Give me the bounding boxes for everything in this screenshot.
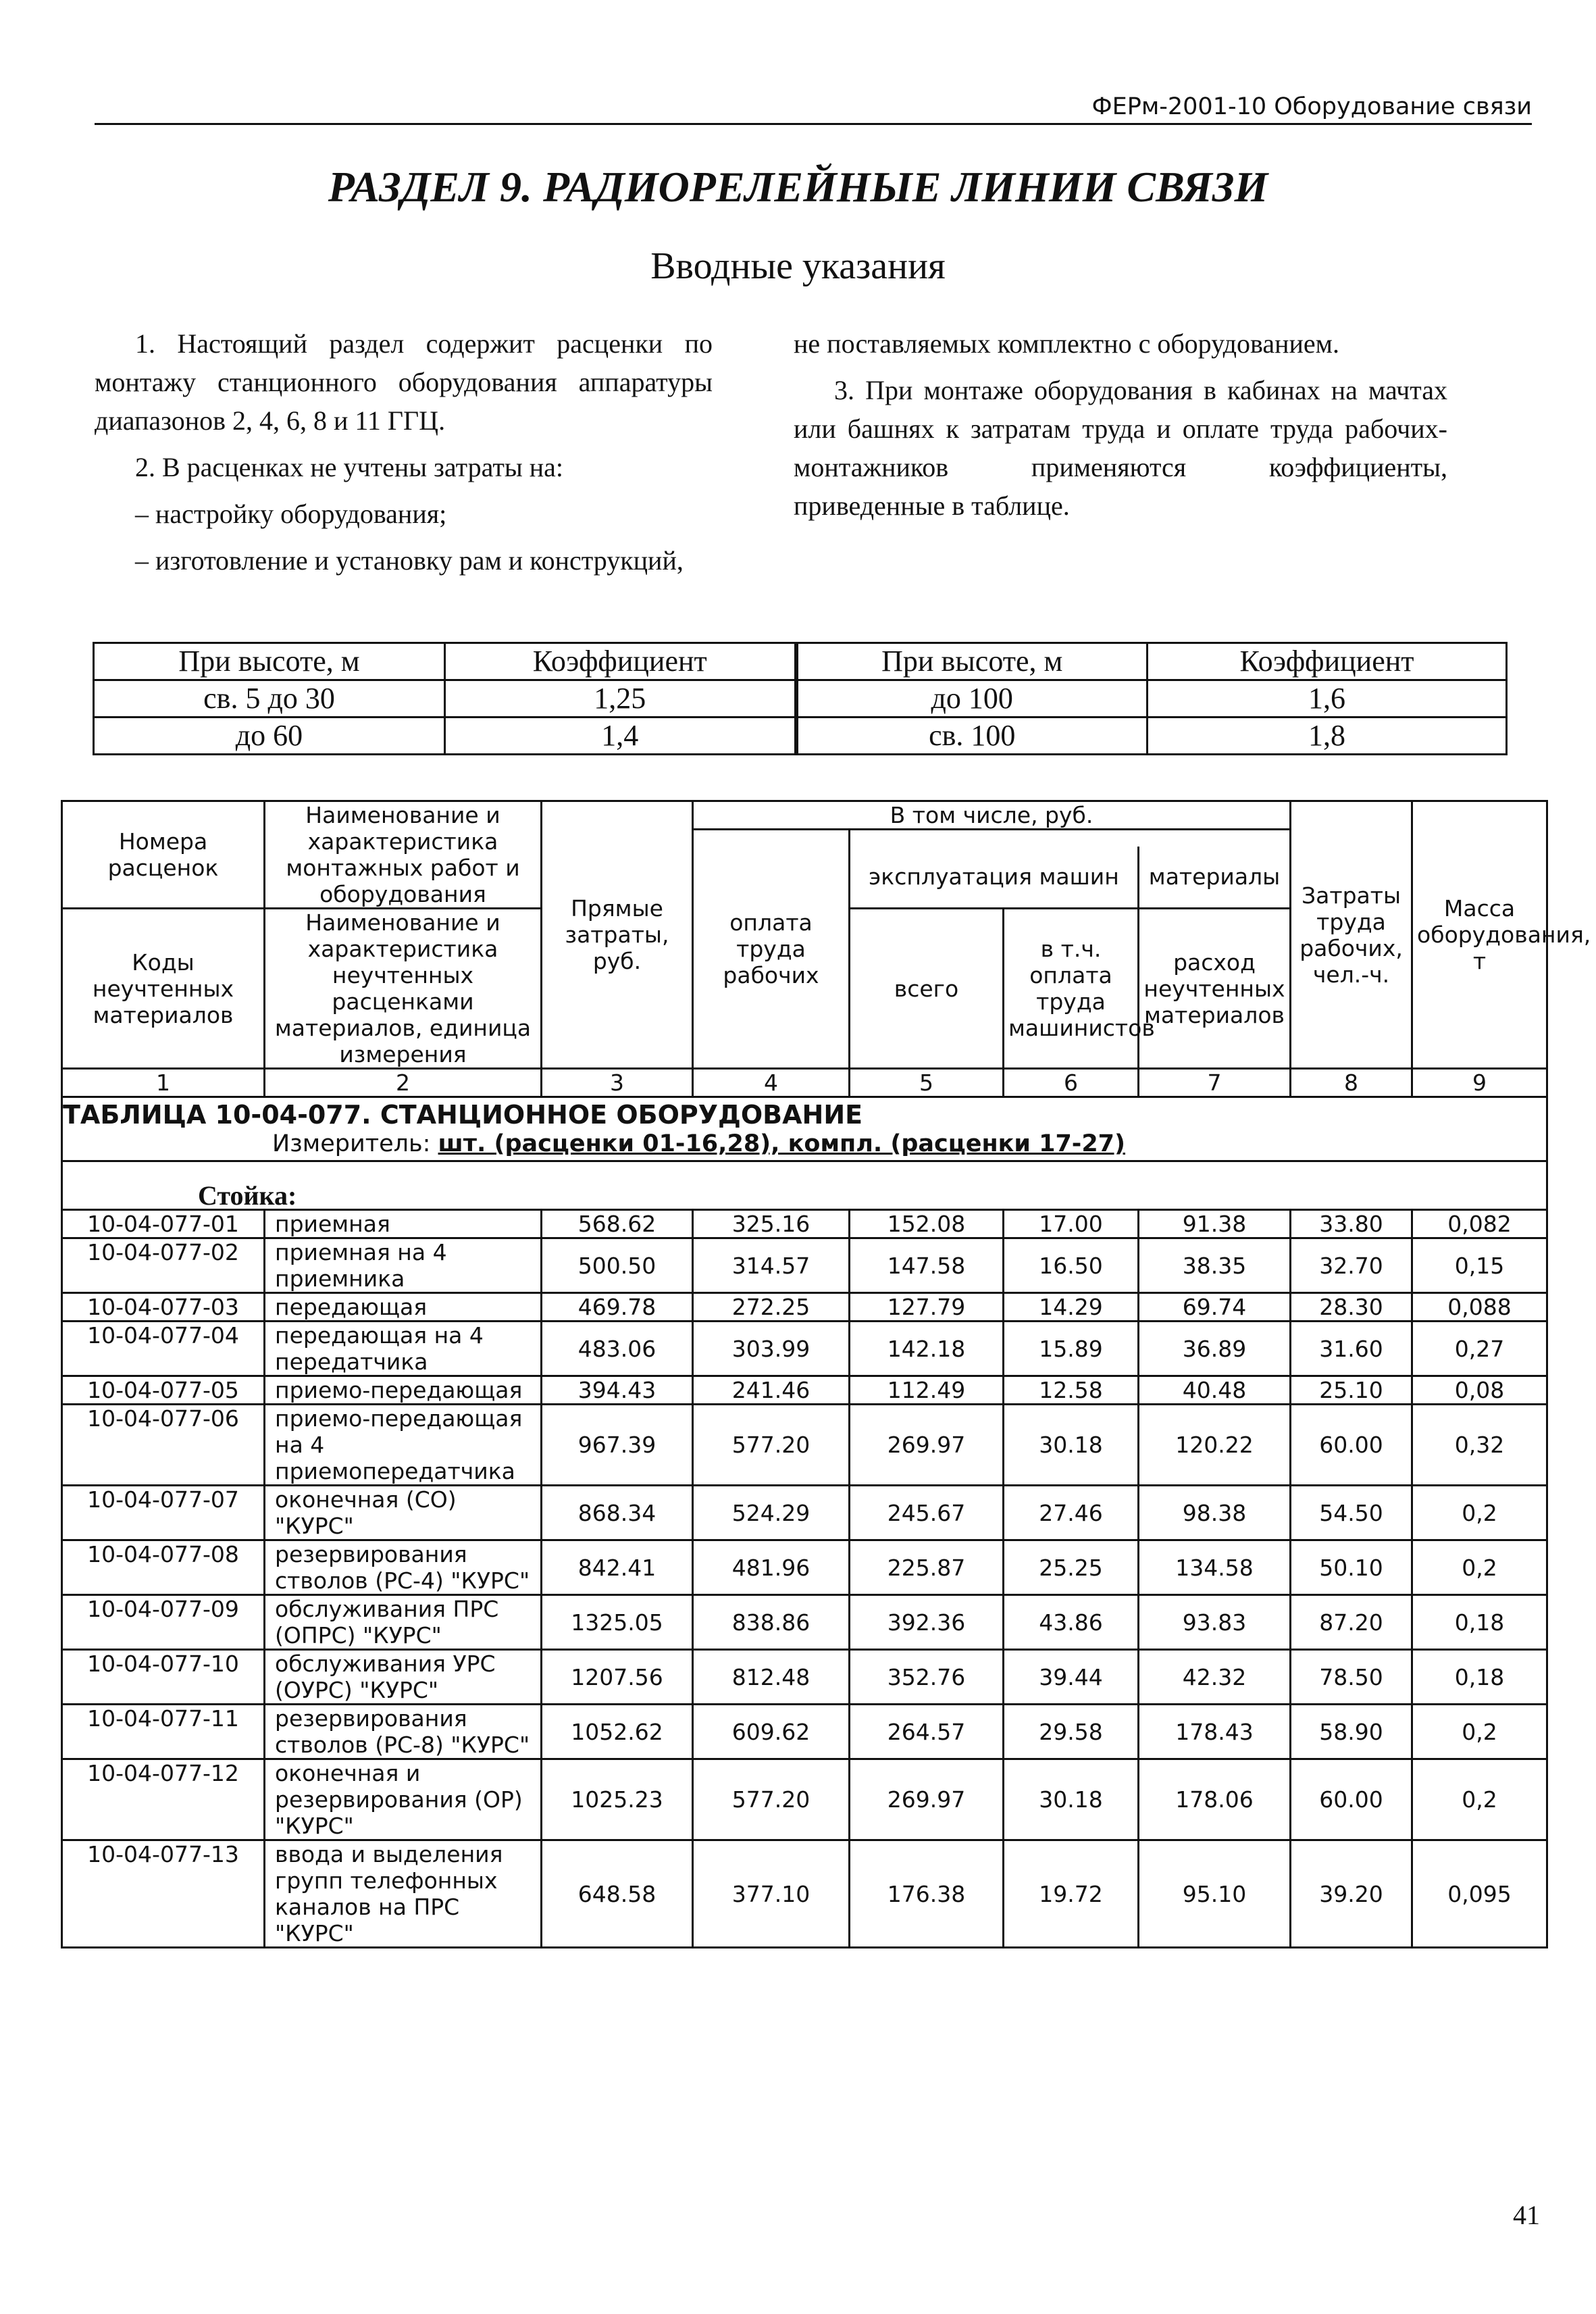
coef-cell: 1,6 (1148, 680, 1507, 718)
rate-code: 10-04-077-03 (62, 1293, 265, 1322)
column-number: 9 (1412, 1069, 1547, 1097)
rate-value-pay: 325.16 (693, 1210, 850, 1238)
header-material-name: Наименование и характеристика неучтенных расценками материалов, единица измерения (265, 909, 542, 1069)
rate-code: 10-04-077-08 (62, 1540, 265, 1595)
rate-name: оконечная (СО) "КУРС" (265, 1486, 542, 1540)
table-meter (62, 1131, 1547, 1161)
column-number: 3 (542, 1069, 693, 1097)
rate-code: 10-04-077-10 (62, 1650, 265, 1705)
rate-value-direct: 568.62 (542, 1210, 693, 1238)
rate-value-mass: 0,2 (1412, 1759, 1547, 1840)
rate-value-mach-pay: 29.58 (1004, 1705, 1139, 1759)
rate-value-mat: 98.38 (1139, 1486, 1291, 1540)
rate-value-mach-pay: 30.18 (1004, 1759, 1139, 1840)
rate-value-mat: 178.43 (1139, 1705, 1291, 1759)
coef-header-cell: При высоте, м (796, 643, 1148, 680)
rate-value-labor: 32.70 (1291, 1238, 1412, 1293)
rate-name: обслуживания ПРС (ОПРС) "КУРС" (265, 1595, 542, 1650)
rate-value-mass: 0,2 (1412, 1486, 1547, 1540)
rate-value-pay: 524.29 (693, 1486, 850, 1540)
rate-code: 10-04-077-07 (62, 1486, 265, 1540)
coef-row (94, 718, 1507, 755)
header-including: В том числе, руб. (693, 801, 1291, 830)
header-materials-consumption: расход неучтенных материалов (1139, 909, 1291, 1069)
rate-value-pay: 838.86 (693, 1595, 850, 1650)
rate-code: 10-04-077-04 (62, 1322, 265, 1376)
intro-column-left (95, 324, 713, 588)
rate-value-mass: 0,2 (1412, 1540, 1547, 1595)
rate-value-mach-pay: 17.00 (1004, 1210, 1139, 1238)
rate-name: приемо-передающая на 4 приемопередатчика (265, 1405, 542, 1486)
rate-value-mach: 352.76 (850, 1650, 1004, 1705)
intro-paragraph-3: – настройку оборудования; (135, 499, 447, 529)
height-coefficient-table (93, 642, 1508, 755)
rate-value-mach-pay: 12.58 (1004, 1376, 1139, 1405)
rate-value-mat: 95.10 (1139, 1840, 1291, 1948)
intro-paragraph-5: не поставляемых комплектно с оборудованием. (794, 328, 1339, 359)
rate-value-direct: 483.06 (542, 1322, 693, 1376)
rate-value-mat: 40.48 (1139, 1376, 1291, 1405)
rate-value-mach: 112.49 (850, 1376, 1004, 1405)
rate-value-mass: 0,27 (1412, 1322, 1547, 1376)
rate-value-mat: 38.35 (1139, 1238, 1291, 1293)
rate-value-labor: 31.60 (1291, 1322, 1412, 1376)
rate-value-mat: 42.32 (1139, 1650, 1291, 1705)
rate-value-mach: 269.97 (850, 1405, 1004, 1486)
column-number: 8 (1291, 1069, 1412, 1097)
column-number: 1 (62, 1069, 265, 1097)
rate-value-pay: 303.99 (693, 1322, 850, 1376)
rate-value-direct: 648.58 (542, 1840, 693, 1948)
intro-column-right (794, 324, 1447, 533)
rate-value-direct: 1052.62 (542, 1705, 693, 1759)
rate-value-mat: 91.38 (1139, 1210, 1291, 1238)
intro-paragraph-4: – изготовление и установку рам и конструкций, (135, 545, 684, 576)
rate-value-direct: 868.34 (542, 1486, 693, 1540)
table-meter-row (62, 1131, 1547, 1161)
rate-name: передающая (265, 1293, 542, 1322)
rate-value-mach: 264.57 (850, 1705, 1004, 1759)
meter-prefix: Измеритель: (272, 1130, 431, 1157)
header-worker-pay: оплата труда рабочих (693, 830, 850, 1069)
rate-value-direct: 842.41 (542, 1540, 693, 1595)
rate-code: 10-04-077-13 (62, 1840, 265, 1948)
running-header: ФЕРм-2001-10 Оборудование связи (1091, 93, 1532, 120)
rate-value-labor: 87.20 (1291, 1595, 1412, 1650)
rates-body (62, 1210, 1547, 1948)
rate-name: приемная на 4 приемника (265, 1238, 542, 1293)
rate-code: 10-04-077-11 (62, 1705, 265, 1759)
intro-heading: Вводные указания (650, 245, 946, 287)
coef-cell: св. 5 до 30 (94, 680, 445, 718)
rate-value-mass: 0,2 (1412, 1705, 1547, 1759)
rate-value-mat: 69.74 (1139, 1293, 1291, 1322)
rate-value-labor: 39.20 (1291, 1840, 1412, 1948)
intro-paragraph-1: 1. Настоящий раздел содержит расценки по монтажу станционного оборудования аппаратуры диапазонов 2, 4, 6, 8 и 11 ГГЦ. (95, 328, 713, 436)
rate-name: приемная (265, 1210, 542, 1238)
rate-value-mach: 245.67 (850, 1486, 1004, 1540)
coef-header-row (94, 643, 1507, 680)
rate-value-mass: 0,088 (1412, 1293, 1547, 1322)
rate-value-mach-pay: 19.72 (1004, 1840, 1139, 1948)
rate-value-mat: 120.22 (1139, 1405, 1291, 1486)
header-material-codes: Коды неучтенных материалов (62, 909, 265, 1069)
rate-code: 10-04-077-12 (62, 1759, 265, 1840)
rate-code: 10-04-077-01 (62, 1210, 265, 1238)
header-machines: эксплуатация машин (850, 847, 1139, 909)
column-number: 4 (693, 1069, 850, 1097)
rate-value-pay: 577.20 (693, 1759, 850, 1840)
header-mass: Масса оборудования, т (1412, 801, 1547, 1069)
rate-value-labor: 78.50 (1291, 1650, 1412, 1705)
rate-value-pay: 812.48 (693, 1650, 850, 1705)
section-title: РАЗДЕЛ 9. РАДИОРЕЛЕЙНЫЕ ЛИНИИ СВЯЗИ (328, 163, 1268, 211)
rate-value-pay: 577.20 (693, 1405, 850, 1486)
rate-value-pay: 241.46 (693, 1376, 850, 1405)
table-row (62, 1210, 1547, 1238)
table-row (62, 1486, 1547, 1540)
rate-value-labor: 58.90 (1291, 1705, 1412, 1759)
table-title-row (62, 1097, 1547, 1132)
coef-cell: св. 100 (796, 718, 1148, 755)
rate-value-mach: 176.38 (850, 1840, 1004, 1948)
rate-value-direct: 1025.23 (542, 1759, 693, 1840)
rate-value-labor: 33.80 (1291, 1210, 1412, 1238)
coef-header-cell: Коэффициент (445, 643, 796, 680)
rates-table (61, 800, 1591, 1948)
rate-value-mach: 152.08 (850, 1210, 1004, 1238)
table-row (62, 1405, 1547, 1486)
header-labor: Затраты труда рабочих, чел.-ч. (1291, 801, 1412, 1069)
rate-code: 10-04-077-05 (62, 1376, 265, 1405)
page-number: 41 (1513, 2200, 1540, 2230)
rate-value-mass: 0,095 (1412, 1840, 1547, 1948)
rate-value-mach: 127.79 (850, 1293, 1004, 1322)
coef-cell: до 100 (796, 680, 1148, 718)
rate-value-mass: 0,18 (1412, 1650, 1547, 1705)
table-row (62, 1238, 1547, 1293)
header-spacer (850, 830, 1291, 847)
group-row (62, 1161, 1547, 1210)
coef-header-cell: При высоте, м (94, 643, 445, 680)
group-label: Стойка: (62, 1161, 1547, 1210)
coef-cell: 1,25 (445, 680, 796, 718)
column-number: 6 (1004, 1069, 1139, 1097)
table-row (62, 1840, 1547, 1948)
rate-value-labor: 60.00 (1291, 1759, 1412, 1840)
rate-value-mat: 93.83 (1139, 1595, 1291, 1650)
header-direct-costs: Прямые затраты, руб. (542, 801, 693, 1069)
rate-name: оконечная и резервирования (ОР) "КУРС" (265, 1759, 542, 1840)
column-number: 5 (850, 1069, 1004, 1097)
rate-value-mach-pay: 15.89 (1004, 1322, 1139, 1376)
coef-cell: 1,8 (1148, 718, 1507, 755)
rate-value-direct: 500.50 (542, 1238, 693, 1293)
rate-value-mass: 0,32 (1412, 1405, 1547, 1486)
header-rate-numbers: Номера расценок (62, 801, 265, 909)
table-row (62, 1376, 1547, 1405)
coef-cell: 1,4 (445, 718, 796, 755)
rate-name: передающая на 4 передатчика (265, 1322, 542, 1376)
rate-value-labor: 25.10 (1291, 1376, 1412, 1405)
rate-value-mass: 0,18 (1412, 1595, 1547, 1650)
rate-name: обслуживания УРС (ОУРС) "КУРС" (265, 1650, 542, 1705)
rate-value-pay: 272.25 (693, 1293, 850, 1322)
column-number: 2 (265, 1069, 542, 1097)
table-row (62, 1705, 1547, 1759)
intro-paragraph-6: 3. При монтаже оборудования в кабинах на мачтах или башнях к затратам труда и оплате труда рабочих-монтажников применяются коэффициенты, приведенные в таблице. (794, 375, 1447, 521)
rate-value-mass: 0,15 (1412, 1238, 1547, 1293)
header-work-name: Наименование и характеристика монтажных работ и оборудования (265, 801, 542, 909)
rate-value-direct: 469.78 (542, 1293, 693, 1322)
rate-code: 10-04-077-02 (62, 1238, 265, 1293)
table-row (62, 1759, 1547, 1840)
table-title: ТАБЛИЦА 10-04-077. СТАНЦИОННОЕ ОБОРУДОВАНИЕ (62, 1097, 1547, 1132)
table-row (62, 1540, 1547, 1595)
rate-value-mach-pay: 43.86 (1004, 1595, 1139, 1650)
rate-name: ввода и выделения групп телефонных каналов на ПРС "КУРС" (265, 1840, 542, 1948)
rate-value-direct: 394.43 (542, 1376, 693, 1405)
table-row (62, 1322, 1547, 1376)
table-row (62, 1595, 1547, 1650)
rate-value-mat: 36.89 (1139, 1322, 1291, 1376)
rate-name: резервирования стволов (РС-8) "КУРС" (265, 1705, 542, 1759)
rate-value-mat: 134.58 (1139, 1540, 1291, 1595)
rate-value-direct: 1325.05 (542, 1595, 693, 1650)
header-machinist-pay: в т.ч. оплата труда машинистов (1004, 909, 1139, 1069)
header-materials: материалы (1139, 847, 1291, 909)
coef-row (94, 680, 1507, 718)
rate-value-labor: 54.50 (1291, 1486, 1412, 1540)
rate-value-mach-pay: 39.44 (1004, 1650, 1139, 1705)
rate-value-direct: 967.39 (542, 1405, 693, 1486)
header-rule (95, 123, 1532, 125)
rate-value-mach-pay: 27.46 (1004, 1486, 1139, 1540)
rate-value-mach-pay: 30.18 (1004, 1405, 1139, 1486)
rate-name: приемо-передающая (265, 1376, 542, 1405)
coef-cell: до 60 (94, 718, 445, 755)
rate-value-mach: 225.87 (850, 1540, 1004, 1595)
rate-value-mass: 0,082 (1412, 1210, 1547, 1238)
rate-value-pay: 314.57 (693, 1238, 850, 1293)
rate-value-mach-pay: 16.50 (1004, 1238, 1139, 1293)
rate-value-mach: 147.58 (850, 1238, 1004, 1293)
rate-value-mass: 0,08 (1412, 1376, 1547, 1405)
column-number-row (62, 1069, 1547, 1097)
rate-value-labor: 28.30 (1291, 1293, 1412, 1322)
rate-value-mach: 392.36 (850, 1595, 1004, 1650)
rate-value-pay: 481.96 (693, 1540, 850, 1595)
rate-name: резервирования стволов (РС-4) "КУРС" (265, 1540, 542, 1595)
rate-value-mach-pay: 25.25 (1004, 1540, 1139, 1595)
meter-units: шт. (расценки 01-16,28), компл. (расценки 17-27) (438, 1130, 1126, 1157)
table-row (62, 1293, 1547, 1322)
rate-value-mat: 178.06 (1139, 1759, 1291, 1840)
rate-value-mach: 142.18 (850, 1322, 1004, 1376)
rate-value-labor: 60.00 (1291, 1405, 1412, 1486)
rate-value-pay: 377.10 (693, 1840, 850, 1948)
rate-value-labor: 50.10 (1291, 1540, 1412, 1595)
intro-paragraph-2: 2. В расценках не учтены затраты на: (135, 452, 563, 482)
rate-code: 10-04-077-06 (62, 1405, 265, 1486)
rate-value-direct: 1207.56 (542, 1650, 693, 1705)
rate-code: 10-04-077-09 (62, 1595, 265, 1650)
rate-value-mach: 269.97 (850, 1759, 1004, 1840)
rate-value-pay: 609.62 (693, 1705, 850, 1759)
rates-header-row-1 (62, 801, 1547, 830)
table-row (62, 1650, 1547, 1705)
header-machines-total: всего (850, 909, 1004, 1069)
column-number: 7 (1139, 1069, 1291, 1097)
coef-header-cell: Коэффициент (1148, 643, 1507, 680)
rate-value-mach-pay: 14.29 (1004, 1293, 1139, 1322)
